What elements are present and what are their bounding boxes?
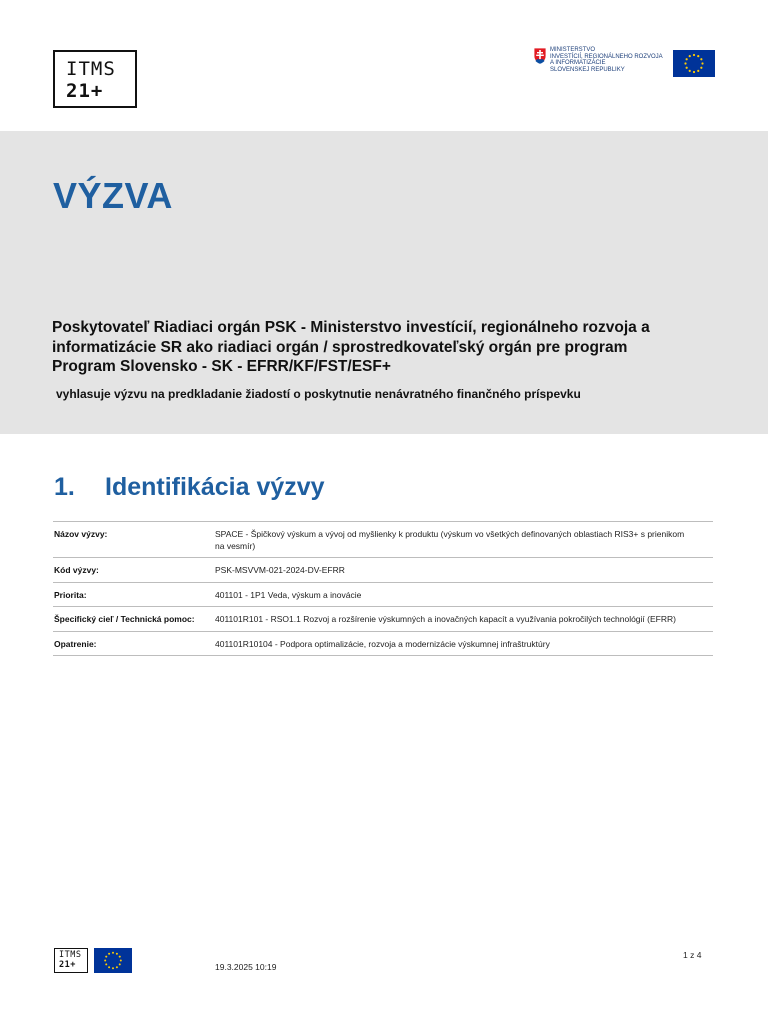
row-label: Názov výzvy: bbox=[54, 529, 108, 539]
footer-logo-line2: 21+ bbox=[59, 959, 76, 970]
table-row bbox=[53, 582, 713, 607]
eu-star-icon bbox=[108, 966, 110, 968]
section-title: Identifikácia výzvy bbox=[105, 473, 325, 501]
eu-star-icon bbox=[112, 967, 114, 969]
eu-star-icon bbox=[108, 953, 110, 955]
itms-logo-line1: ITMS bbox=[66, 58, 116, 80]
row-label: Špecifický cieľ / Technická pomoc: bbox=[54, 614, 195, 624]
announcement-text: vyhlasuje výzvu na predkladanie žiadostí o poskytnutie nenávratného finančného príspevku bbox=[56, 387, 581, 401]
row-label: Priorita: bbox=[54, 589, 87, 600]
ministry-line: INVESTÍCIÍ, REGIONÁLNEHO ROZVOJA bbox=[550, 53, 663, 60]
section-number: 1. bbox=[54, 473, 75, 501]
eu-star-icon bbox=[689, 55, 691, 57]
eu-star-icon bbox=[693, 71, 695, 73]
eu-star-icon bbox=[701, 62, 703, 64]
eu-star-icon bbox=[104, 960, 106, 962]
table-row bbox=[53, 631, 713, 657]
eu-star-icon bbox=[684, 62, 686, 64]
ministry-line: A INFORMATIZÁCIE bbox=[550, 60, 606, 67]
row-value: 401101R10104 - Podpora optimalizácie, rozvoja a modernizácie výskumnej infraštruktúry bbox=[215, 638, 550, 649]
footer-eu-flag-icon bbox=[94, 948, 132, 973]
eu-star-icon bbox=[700, 67, 702, 69]
eu-star-icon bbox=[693, 54, 695, 56]
eu-star-icon bbox=[119, 963, 121, 965]
footer-itms-logo bbox=[54, 948, 88, 973]
eu-star-icon bbox=[697, 70, 699, 72]
identification-table bbox=[53, 521, 713, 656]
eu-star-icon bbox=[119, 956, 121, 958]
itms-logo-line2: 21+ bbox=[66, 80, 104, 102]
eu-star-icon bbox=[112, 952, 114, 954]
eu-star-icon bbox=[116, 953, 118, 955]
eu-star-icon bbox=[689, 70, 691, 72]
footer-date: 19.3.2025 10:19 bbox=[215, 962, 277, 972]
table-row bbox=[53, 606, 713, 631]
page-number: 1 z 4 bbox=[683, 950, 702, 960]
ministry-name bbox=[550, 47, 663, 73]
eu-flag-icon bbox=[673, 50, 715, 77]
page-title: VÝZVA bbox=[53, 175, 173, 216]
eu-star-icon bbox=[120, 960, 122, 962]
eu-star-icon bbox=[697, 55, 699, 57]
itms-logo bbox=[53, 50, 137, 108]
table-row bbox=[53, 521, 713, 557]
footer-logo-line1: ITMS bbox=[59, 950, 82, 960]
ministry-logo bbox=[533, 47, 663, 79]
eu-star-icon bbox=[686, 58, 688, 60]
row-value: 401101 - 1P1 Veda, výskum a inovácie bbox=[215, 589, 362, 600]
eu-star-icon bbox=[105, 963, 107, 965]
eu-star-icon bbox=[116, 966, 118, 968]
row-label: Opatrenie: bbox=[54, 638, 97, 649]
section-heading bbox=[54, 473, 325, 502]
slovak-crest-icon bbox=[533, 47, 547, 65]
eu-star-icon bbox=[105, 956, 107, 958]
eu-star-icon bbox=[686, 67, 688, 69]
ministry-line: MINISTERSTVO bbox=[550, 47, 596, 53]
row-value: 401101R101 - RSO1.1 Rozvoj a rozšírenie výskumných a inovačných kapacít a využívania pokročilých technológií (EFRR) bbox=[215, 614, 676, 624]
ministry-line: SLOVENSKEJ REPUBLIKY bbox=[550, 66, 625, 73]
table-row bbox=[53, 557, 713, 582]
row-value: SPACE - Špičkový výskum a vývoj od myšlienky k produktu (výskum vo všetkých definovaných oblastiach RIS3+ s prienikom na vesmír) bbox=[215, 529, 685, 551]
eu-star-icon bbox=[700, 58, 702, 60]
row-value: PSK-MSVVM-021-2024-DV-EFRR bbox=[215, 565, 345, 575]
row-label: Kód výzvy: bbox=[54, 565, 99, 575]
provider-text: Poskytovateľ Riadiaci orgán PSK - Ministerstvo investícií, regionálneho rozvoja a informatizácie SR ako riadiaci orgán / sprostredkovateľský orgán pre program Program Slovensko - SK - EFRR/KF/FST/ESF+ bbox=[52, 319, 650, 375]
